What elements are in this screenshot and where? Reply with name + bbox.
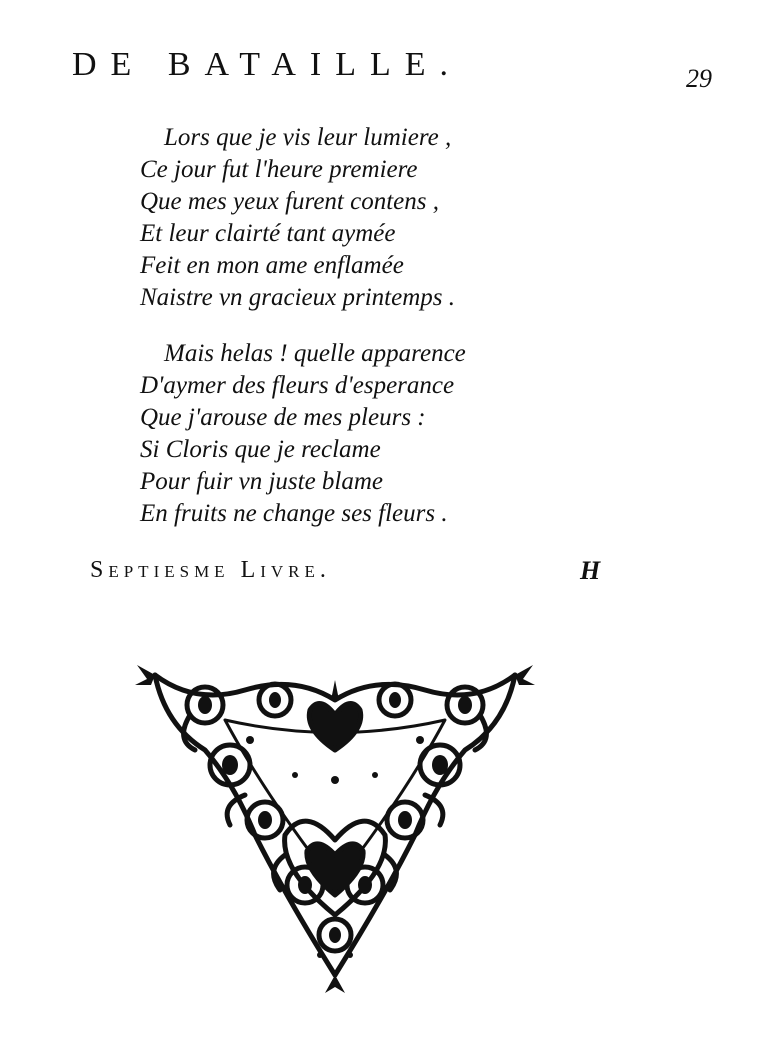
signature-line: Septiesme Livre. bbox=[90, 557, 331, 583]
fleuron-triangle-icon bbox=[135, 655, 535, 1000]
poem-line: D'aymer des fleurs d'esperance bbox=[140, 372, 455, 399]
poem-line: Si Cloris que je reclame bbox=[140, 436, 381, 463]
poem-line: Feit en mon ame enflamée bbox=[140, 252, 404, 279]
poem-line: Que mes yeux furent contens , bbox=[140, 188, 439, 215]
poem-line: Naistre vn gracieux printemps . bbox=[140, 284, 456, 311]
poem-stanza-2 bbox=[140, 338, 466, 530]
poem-line: En fruits ne change ses fleurs . bbox=[140, 500, 448, 527]
poem-line: Pour fuir vn juste blame bbox=[140, 468, 384, 495]
poem-line: Et leur clairté tant aymée bbox=[140, 220, 396, 247]
page-number: 29 bbox=[686, 64, 712, 93]
poem-line: Ce jour fut l'heure premiere bbox=[140, 156, 418, 183]
poem-line: Lors que je vis leur lumiere , bbox=[164, 124, 452, 151]
signature-mark: H bbox=[580, 556, 601, 585]
running-head: DE BATAILLE. bbox=[72, 46, 463, 83]
poem-stanza-1 bbox=[140, 122, 455, 314]
poem-line: Mais helas ! quelle apparence bbox=[164, 340, 466, 367]
poem-line: Que j'arouse de mes pleurs : bbox=[140, 404, 426, 431]
